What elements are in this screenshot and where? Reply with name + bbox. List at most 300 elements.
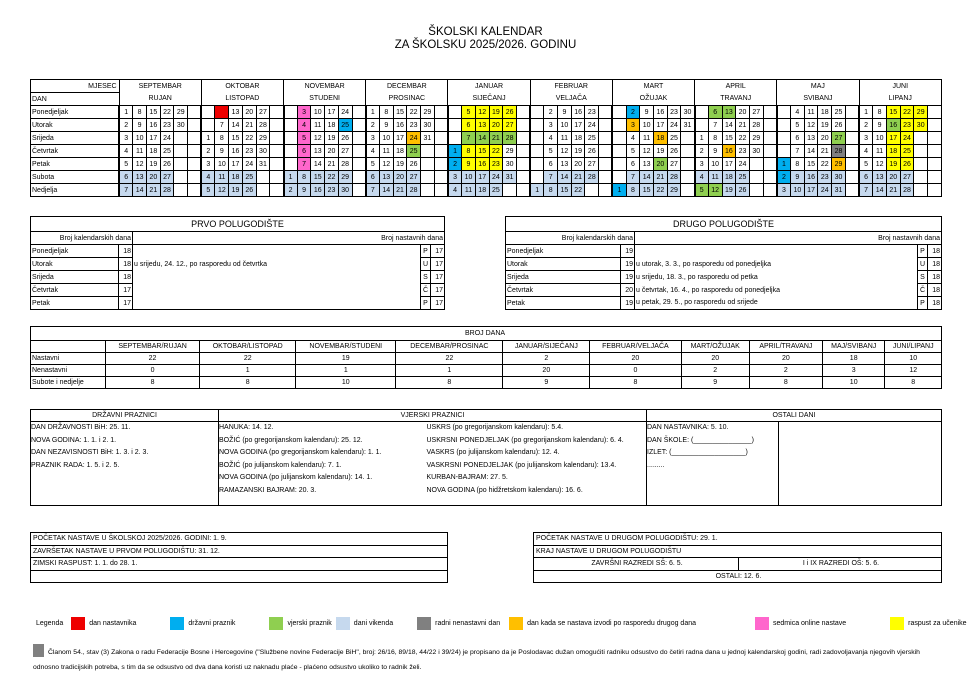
calendar-day: 3 [119, 132, 133, 145]
day-letter: U [918, 258, 928, 271]
calendar-day: 6 [297, 145, 311, 158]
first-semester-info-row [31, 570, 448, 583]
calendar-empty-cell [352, 132, 366, 145]
calendar-day: 6 [791, 132, 805, 145]
calendar-day: 24 [489, 171, 503, 184]
calendar-day: 7 [791, 145, 805, 158]
calendar-empty-cell [256, 184, 270, 197]
footnote [33, 644, 943, 675]
calendar-day: 9 [873, 119, 887, 132]
day-count-row-label: Nastavni [31, 353, 106, 365]
calendar-empty-cell [421, 184, 435, 197]
teaching-days-label: Broj nastavnih dana [635, 232, 942, 245]
calendar-day: 24 [818, 184, 832, 197]
holidays-table [30, 409, 942, 506]
legend-swatch [890, 617, 904, 630]
calendar-day: 8 [873, 106, 887, 119]
calendar-day: 26 [160, 158, 174, 171]
calendar-empty-cell [599, 119, 613, 132]
day-count-value: 8 [200, 377, 296, 389]
calendar-day: 8 [133, 106, 147, 119]
religious-holidays-header: VJERSKI PRAZNICI [219, 410, 647, 422]
calendar-day: 26 [585, 145, 599, 158]
calendar-day: 4 [626, 132, 640, 145]
day-name: Četvrtak [31, 145, 120, 158]
state-holiday-item: NOVA GODINA: 1. 1. i 2. 1. [31, 436, 117, 444]
month-alt-name: PROSINAC [366, 93, 448, 106]
calendar-day: 22 [736, 132, 750, 145]
calendar-empty-cell [516, 145, 530, 158]
calendar-day: 6 [626, 158, 640, 171]
day-count-value: 22 [200, 353, 296, 365]
calendar-day: 11 [133, 145, 147, 158]
calendar-day: 3 [695, 158, 709, 171]
calendar-day: 12 [708, 184, 722, 197]
day-name: Srijeda [31, 132, 120, 145]
calendar-empty-cell [270, 119, 284, 132]
first-semester-info-row: ZIMSKI RASPUST: 1. 1. do 28. 1. [31, 558, 448, 571]
calendar-empty-cell [777, 119, 791, 132]
first-semester-info-row: POČETAK NASTAVE U ŠKOLSKOJ 2025/2026. GODINI: 1. 9. [31, 533, 448, 546]
calendar-day: 10 [640, 119, 654, 132]
calendar-day: 12 [379, 158, 393, 171]
month-alt-name: LIPANJ [859, 93, 941, 106]
religious-holiday-item: KURBAN-BAJRAM: 27. 5. [426, 474, 508, 481]
day-letter: S [421, 271, 431, 284]
calendar-empty-cell [352, 119, 366, 132]
day-count-value: 18 [822, 353, 884, 365]
calendar-day: 21 [571, 171, 585, 184]
calendar-empty-cell [928, 145, 942, 158]
legend-item-dani-vikenda [332, 617, 393, 630]
calendar-day: 27 [832, 132, 846, 145]
calendar-day: 19 [653, 145, 667, 158]
month-alt-name: RUJAN [119, 93, 201, 106]
day-count-month: DECEMBAR/PROSINAC [396, 341, 503, 353]
calendar-day: 22 [407, 106, 421, 119]
calendar-day: 9 [462, 158, 476, 171]
calendar-empty-cell [763, 171, 777, 184]
calendar-day: 6 [462, 119, 476, 132]
month-header-label: MJESEC [31, 80, 120, 93]
calendar-day: 21 [325, 158, 339, 171]
calendar-empty-cell [270, 184, 284, 197]
calendar-day: 13 [873, 171, 887, 184]
calendar-day: 30 [832, 171, 846, 184]
state-holiday-item: DAN DRŽAVNOSTI BiH: 25. 11. [31, 424, 131, 431]
calendar-day: 16 [653, 106, 667, 119]
calendar-day: 16 [311, 184, 325, 197]
calendar-empty-cell [503, 184, 517, 197]
legend-item-label: radni nenastavni dan [435, 620, 501, 627]
schedule-note [133, 284, 421, 297]
calendar-day: 14 [311, 158, 325, 171]
calendar-empty-cell [270, 171, 284, 184]
calendar-empty-cell [530, 171, 544, 184]
calendar-day: 25 [160, 145, 174, 158]
calendar-day: 15 [558, 184, 572, 197]
first-semester-info-row: ZAVRŠETAK NASTAVE U PRVOM POLUGODIŠTU: 31. 12. [31, 545, 448, 558]
calendar-empty-cell [270, 158, 284, 171]
calendar-empty-cell [530, 158, 544, 171]
day-count-value: 20 [503, 365, 590, 377]
calendar-day: 4 [544, 132, 558, 145]
calendar-day: 14 [640, 171, 654, 184]
second-semester-info [533, 532, 942, 583]
calendar-empty-cell [928, 119, 942, 132]
calendar-day: 6 [215, 106, 229, 119]
calendar-day: 26 [832, 119, 846, 132]
calendar-empty-cell [845, 119, 859, 132]
day-count-value: 1 [296, 365, 396, 377]
legend-swatch [336, 617, 350, 630]
calendar-day: 28 [407, 184, 421, 197]
calendar-day: 10 [133, 132, 147, 145]
state-holiday-item: PRAZNIK RADA: 1. 5. i 2. 5. [31, 461, 120, 469]
month-name: MAJ [777, 80, 859, 93]
month-name: FEBRUAR [530, 80, 612, 93]
calendar-day: 5 [366, 158, 380, 171]
calendar-day: 26 [900, 158, 914, 171]
school-calendar-grid [30, 79, 942, 197]
calendar-empty-cell [284, 158, 298, 171]
calendar-empty-cell [201, 106, 215, 119]
calendar-day: 27 [256, 106, 270, 119]
calendar-day: 22 [900, 106, 914, 119]
calendar-empty-cell [434, 132, 448, 145]
calendar-empty-cell [284, 119, 298, 132]
calendar-empty-cell [763, 158, 777, 171]
calendar-day: 15 [640, 184, 654, 197]
calendar-day: 5 [626, 145, 640, 158]
calendar-day: 29 [338, 171, 352, 184]
calendar-day: 25 [407, 145, 421, 158]
calendar-day: 7 [626, 171, 640, 184]
religious-holiday-item: NOVA GODINA (po julijanskom kalendaru): 14. 1. [219, 474, 373, 481]
day-count-month: MAJ/SVIBANJ [822, 341, 884, 353]
day-count-month: JANUAR/SIJEČANJ [503, 341, 590, 353]
semester-day-name: Petak [506, 297, 621, 310]
schedule-note: u utorak, 3. 3., po rasporedu od ponedjeljka [635, 258, 918, 271]
day-count-month: MART/OŽUJAK [681, 341, 749, 353]
calendar-day: 6 [859, 171, 873, 184]
day-count-row-label: Subote i nedjelje [31, 377, 106, 389]
state-holidays-header: DRŽAVNI PRAZNICI [31, 410, 219, 422]
legend-item-label: dani vikenda [353, 620, 394, 627]
day-count-value: 1 [200, 365, 296, 377]
calendar-day: 26 [242, 184, 256, 197]
calendar-day: 19 [886, 158, 900, 171]
calendar-empty-cell [763, 132, 777, 145]
calendar-empty-cell [612, 106, 626, 119]
calendar-empty-cell [516, 132, 530, 145]
calendar-empty-cell [188, 171, 202, 184]
calendar-day: 19 [229, 184, 243, 197]
day-letter: P [421, 245, 431, 258]
day-count-month: OKTOBAR/LISTOPAD [200, 341, 296, 353]
calendar-day: 31 [503, 171, 517, 184]
calendar-day: 27 [160, 171, 174, 184]
calendar-day: 23 [407, 119, 421, 132]
calendar-empty-cell [188, 184, 202, 197]
calendar-empty-cell [695, 106, 709, 119]
calendar-empty-cell [763, 184, 777, 197]
calendar-day: 9 [297, 184, 311, 197]
calendar-day: 2 [366, 119, 380, 132]
calendar-day: 1 [201, 132, 215, 145]
month-alt-name: STUDENI [284, 93, 366, 106]
calendar-day: 21 [393, 184, 407, 197]
calendar-empty-cell [599, 145, 613, 158]
calendar-day: 11 [311, 119, 325, 132]
legend-item-vjerski-praznik [265, 617, 331, 630]
calendar-empty-cell [530, 132, 544, 145]
teaching-days-count: 18 [928, 245, 942, 258]
semester-day-name: Četvrtak [31, 284, 119, 297]
day-count-table [30, 326, 942, 389]
calendar-day: 25 [242, 171, 256, 184]
calendar-day: 8 [379, 106, 393, 119]
calendar-day: 28 [338, 158, 352, 171]
calendar-day: 3 [448, 171, 462, 184]
teaching-days-count: 17 [431, 258, 445, 271]
legend-item-dan-nastavnika [67, 617, 136, 630]
calendar-day: 4 [119, 145, 133, 158]
day-count-value: 2 [681, 365, 749, 377]
calendar-day: 6 [119, 171, 133, 184]
calendar-day: 12 [133, 158, 147, 171]
schedule-note [133, 297, 421, 310]
calendar-day: 21 [818, 145, 832, 158]
calendar-empty-cell [599, 184, 613, 197]
calendar-empty-cell [749, 171, 763, 184]
calendar-empty-cell [845, 171, 859, 184]
legend-item-radni-nenastavni-dan [413, 617, 500, 630]
semester-title: PRVO POLUGODIŠTE [31, 217, 445, 232]
calendar-day: 2 [448, 158, 462, 171]
calendar-empty-cell [352, 106, 366, 119]
calendar-empty-cell [516, 106, 530, 119]
month-alt-name: LISTOPAD [201, 93, 283, 106]
calendar-day: 18 [722, 171, 736, 184]
calendar-day: 22 [489, 145, 503, 158]
calendar-day: 26 [407, 158, 421, 171]
day-count-value: 22 [396, 353, 503, 365]
calendar-empty-cell [421, 171, 435, 184]
calendar-day: 13 [379, 171, 393, 184]
teaching-days-count: 17 [431, 284, 445, 297]
day-count-value: 1 [396, 365, 503, 377]
calendar-empty-cell [270, 106, 284, 119]
calendar-day: 20 [886, 171, 900, 184]
calendar-day: 20 [571, 158, 585, 171]
calendar-day: 12 [558, 145, 572, 158]
calendar-empty-cell [516, 158, 530, 171]
calendar-day: 24 [585, 119, 599, 132]
day-count-value: 10 [885, 353, 942, 365]
calendar-day: 11 [640, 132, 654, 145]
religious-holiday-item: USKRSNI PONEDJELJAK (po gregorijanskom kalendaru): 6. 4. [426, 436, 624, 444]
day-count-value: 8 [106, 377, 200, 389]
calendar-day: 4 [859, 145, 873, 158]
calendar-day: 8 [791, 158, 805, 171]
calendar-day: 26 [667, 145, 681, 158]
calendar-day: 11 [558, 132, 572, 145]
calendar-empty-cell [845, 158, 859, 171]
calendar-day: 6 [544, 158, 558, 171]
calendar-day: 15 [722, 132, 736, 145]
calendar-day: 13 [133, 171, 147, 184]
schedule-note [133, 245, 421, 258]
calendar-empty-cell [695, 119, 709, 132]
calendar-day: 7 [544, 171, 558, 184]
calendar-day: 10 [558, 119, 572, 132]
day-count-row-label: Nenastavni [31, 365, 106, 377]
calendar-day: 14 [558, 171, 572, 184]
religious-holiday-item: NOVA GODINA (po hidžretskom kalendaru): 16. 6. [426, 486, 583, 494]
calendar-day: 9 [379, 119, 393, 132]
calendar-day: 21 [653, 171, 667, 184]
title-line-1: ŠKOLSKI KALENDAR [428, 26, 543, 38]
calendar-empty-cell [188, 106, 202, 119]
calendar-day: 10 [379, 132, 393, 145]
calendar-day: 5 [544, 145, 558, 158]
calendar-day: 14 [722, 119, 736, 132]
calendar-day: 22 [242, 132, 256, 145]
calendar-empty-cell [421, 145, 435, 158]
calendar-day: 19 [489, 106, 503, 119]
religious-holiday-item: BOŽIĆ (po julijanskom kalendaru): 7. 1. [219, 461, 342, 469]
calendar-empty-cell [188, 132, 202, 145]
calendar-day: 31 [421, 132, 435, 145]
calendar-empty-cell [434, 184, 448, 197]
calendar-empty-cell [284, 145, 298, 158]
calendar-day: 1 [119, 106, 133, 119]
month-alt-name: VELJAČA [530, 93, 612, 106]
calendar-day: 20 [242, 106, 256, 119]
calendar-day: 5 [695, 184, 709, 197]
calendar-day: 12 [215, 184, 229, 197]
final-grades-ss: ZAVRŠNI RAZREDI SŠ: 6. 5. [534, 558, 739, 571]
calendar-day: 30 [174, 119, 188, 132]
calendar-day: 13 [722, 106, 736, 119]
calendar-days-label: Broj kalendarskih dana [31, 232, 133, 245]
day-count-month: JUNI/LIPANJ [885, 341, 942, 353]
calendar-day: 24 [736, 158, 750, 171]
calendar-day: 4 [448, 184, 462, 197]
calendar-day: 14 [873, 184, 887, 197]
calendar-day: 21 [736, 119, 750, 132]
calendar-empty-cell [530, 145, 544, 158]
calendar-day: 11 [804, 106, 818, 119]
calendar-day: 13 [229, 106, 243, 119]
calendar-empty-cell [530, 119, 544, 132]
legend-swatch [269, 617, 283, 630]
calendar-empty-cell [612, 132, 626, 145]
calendar-day: 13 [640, 158, 654, 171]
calendar-day: 22 [571, 184, 585, 197]
calendar-day: 18 [886, 145, 900, 158]
other-days-header: OSTALI DANI [647, 410, 942, 422]
calendar-empty-cell [928, 106, 942, 119]
calendar-day: 19 [722, 184, 736, 197]
calendar-empty-cell [928, 184, 942, 197]
calendar-day: 12 [640, 145, 654, 158]
calendar-day: 4 [366, 145, 380, 158]
calendar-day: 12 [873, 158, 887, 171]
calendar-day: 9 [708, 145, 722, 158]
calendar-day: 2 [119, 119, 133, 132]
calendar-day: 8 [708, 132, 722, 145]
first-semester-info [30, 532, 448, 583]
calendar-day: 8 [544, 184, 558, 197]
calendar-day: 3 [201, 158, 215, 171]
calendar-day: 16 [722, 145, 736, 158]
calendar-empty-cell [914, 145, 928, 158]
calendar-day: 15 [146, 106, 160, 119]
other-days-list [647, 422, 779, 506]
semester-day-name: Srijeda [31, 271, 119, 284]
calendar-empty-cell [448, 119, 462, 132]
calendar-empty-cell [188, 145, 202, 158]
calendar-day: 10 [311, 106, 325, 119]
calendar-day: 20 [325, 145, 339, 158]
calendar-empty-cell [681, 184, 695, 197]
calendar-day: 3 [544, 119, 558, 132]
calendar-day: 16 [804, 171, 818, 184]
calendar-day: 19 [571, 145, 585, 158]
grades-os: I i IX RAZREDI OŠ: 5. 6. [739, 558, 942, 571]
calendar-day: 30 [681, 106, 695, 119]
calendar-day: 16 [229, 145, 243, 158]
calendar-empty-cell [928, 171, 942, 184]
calendar-empty-cell [256, 171, 270, 184]
title-line-2: ZA ŠKOLSKU 2025/2026. GODINU [394, 39, 577, 51]
calendar-day: 24 [407, 132, 421, 145]
calendar-day: 10 [215, 158, 229, 171]
calendar-empty-cell [516, 119, 530, 132]
calendar-day: 4 [297, 119, 311, 132]
calendar-day: 5 [791, 119, 805, 132]
calendar-day: 13 [311, 145, 325, 158]
calendar-day: 16 [146, 119, 160, 132]
schedule-note: u četvrtak, 16. 4., po rasporedu od ponedjeljka [635, 284, 918, 297]
day-count-title: BROJ DANA [31, 327, 942, 341]
calendar-day: 17 [229, 158, 243, 171]
calendar-day: 30 [914, 119, 928, 132]
calendar-day: 1 [777, 158, 791, 171]
calendar-empty-cell [599, 158, 613, 171]
calendar-day: 28 [585, 171, 599, 184]
calendar-empty-cell [928, 132, 942, 145]
day-count-value: 8 [396, 377, 503, 389]
calendar-empty-cell [352, 184, 366, 197]
calendar-days-count: 19 [621, 297, 635, 310]
calendar-day: 23 [489, 158, 503, 171]
schedule-note: u srijedu, 18. 3., po rasporedu od petka [635, 271, 918, 284]
calendar-empty-cell [681, 145, 695, 158]
calendar-day: 2 [859, 119, 873, 132]
legend-item-label: državni praznik [188, 620, 236, 627]
calendar-day: 1 [284, 171, 298, 184]
calendar-day: 30 [338, 184, 352, 197]
calendar-empty-cell [777, 132, 791, 145]
calendar-day: 3 [366, 132, 380, 145]
schedule-note [635, 245, 918, 258]
calendar-day: 20 [489, 119, 503, 132]
legend-item-label: raspust za učenike [908, 620, 967, 627]
calendar-day: 31 [256, 158, 270, 171]
